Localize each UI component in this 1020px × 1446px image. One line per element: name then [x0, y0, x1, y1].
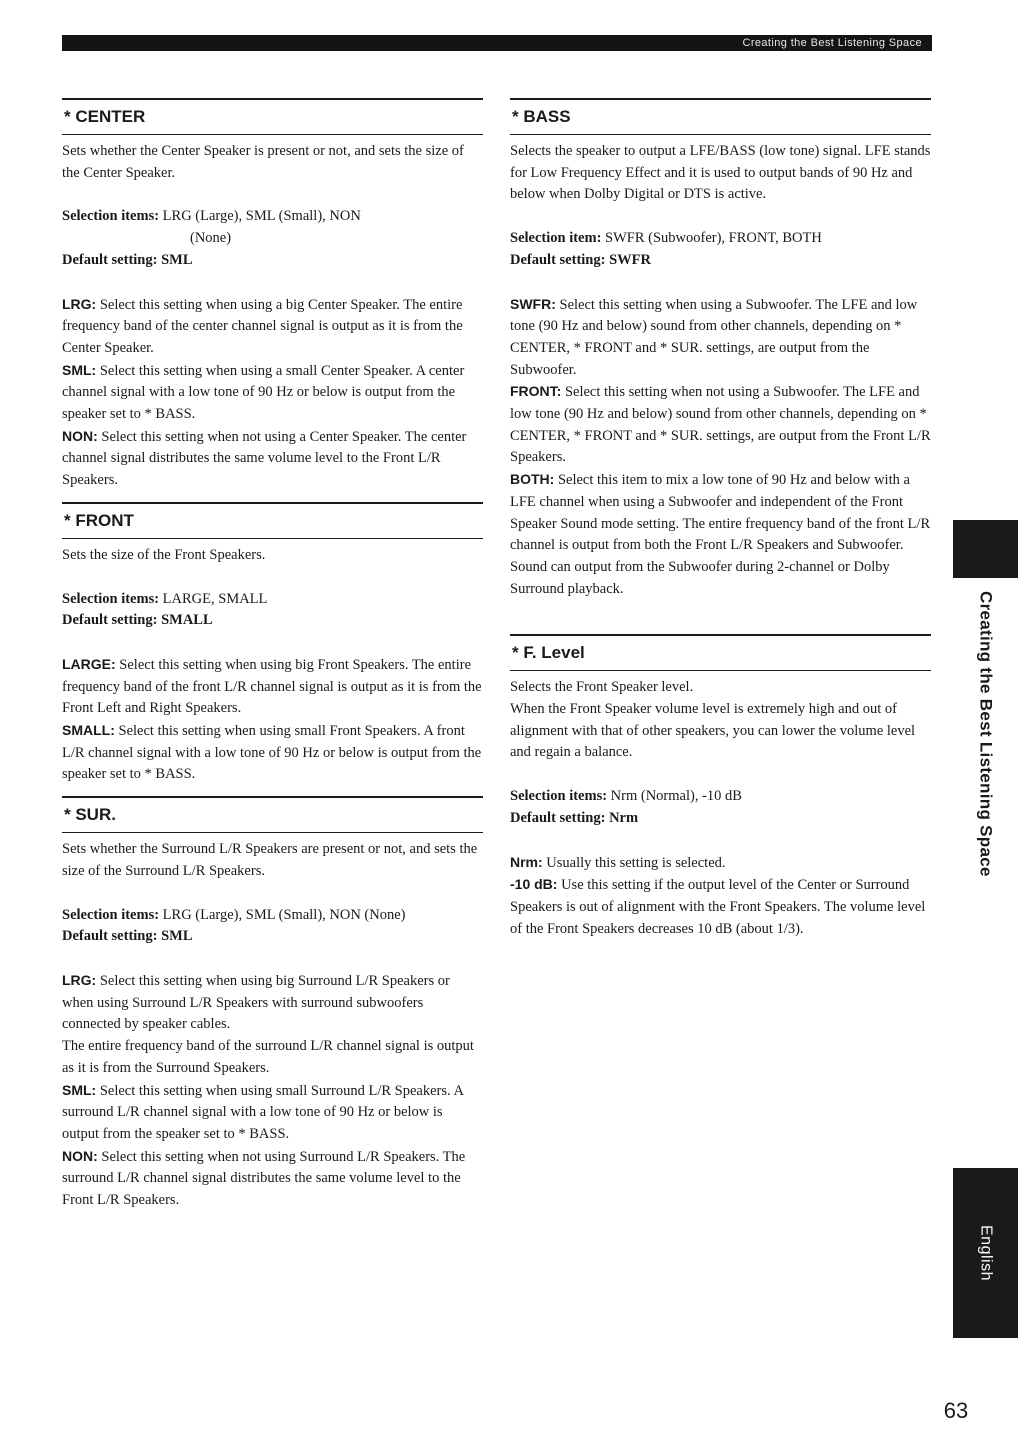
front-default-label: Default setting: [62, 612, 158, 629]
language-side-tab [953, 1168, 1018, 1338]
right-column [510, 98, 931, 940]
sur-sml-desc [62, 1080, 483, 1146]
front-small-desc [62, 720, 483, 786]
bass-default-value: SWFR [609, 251, 651, 268]
center-sml-text: Select this setting when using a small Center Speaker. A center channel signal with a low tone of 90 Hz or below is output from the speaker set to * BASS. [62, 362, 465, 423]
center-lrg-term: LRG: [62, 295, 97, 312]
flevel-section [510, 634, 931, 940]
front-intro: Sets the size of the Front Speakers. [62, 546, 266, 563]
bass-both-term: BOTH: [510, 471, 555, 488]
sur-selection [62, 905, 483, 948]
center-non-desc [62, 426, 483, 492]
running-header-bar [62, 35, 932, 51]
page-number: 63 [943, 1398, 969, 1423]
sur-selection-value: LRG (Large), SML (Small), NON (None) [162, 906, 406, 923]
flevel-default-value: Nrm [609, 809, 639, 826]
flevel-default-label: Default setting: [510, 809, 606, 826]
sur-intro: Sets whether the Surround L/R Speakers are present or not, and sets the size of the Surround L/R Speakers. [62, 841, 478, 879]
front-small-text: Select this setting when using small Front Speakers. A front L/R channel signal with a low tone of 90 Hz or below is output from the speaker set to * BASS. [62, 723, 482, 783]
bass-title: * BASS [510, 100, 931, 135]
flevel-title: * F. Level [510, 636, 931, 671]
sur-non-desc [62, 1146, 483, 1212]
sur-section [62, 796, 483, 1212]
bass-selection-label: Selection item: [510, 230, 602, 247]
front-large-text: Select this setting when using big Front Speakers. The entire frequency band of the front L/R channel signal is output as it is from the Front Left and Right Speakers. [62, 656, 482, 717]
sur-sml-term: SML: [62, 1081, 97, 1098]
left-column [62, 98, 483, 1212]
sur-title: * SUR. [62, 798, 483, 833]
flevel-selection-value: Nrm (Normal), -10 dB [610, 788, 742, 805]
flevel-intro-2: When the Front Speaker volume level is extremely high and out of alignment with that of other speakers, you can lower the volume level and regain a balance. [510, 701, 916, 761]
flevel-intro: Selects the Front Speaker level. [510, 679, 694, 696]
flevel-minus10-desc [510, 874, 931, 940]
bass-swfr-text: Select this setting when using a Subwoofer. The LFE and low tone (90 Hz and below) sound from other channels, depending on * CENTER, * FRONT and * SUR. settings, are output from the Subwoofer. [510, 296, 918, 378]
front-small-term: SMALL: [62, 722, 115, 739]
front-selection [62, 589, 483, 632]
flevel-minus10-text: Use this setting if the output level of the Center or Surround Speakers is out of alignment with the Front Speakers. The volume level of the Front Speakers decreases 10 dB (about 1/3). [510, 877, 926, 937]
bass-both-text: Select this item to mix a low tone of 90 Hz and below with a LFE channel when using a Subwoofer and independent of the Front Speaker Sound mode setting. The entire frequency band of the front L/R channel is output from both the Front L/R Speakers and Subwoofer. Sound can output from the Subwoofer during 2-channel or Dolby Surround playback. [510, 472, 931, 597]
center-non-term: NON: [62, 427, 98, 444]
bass-selection [510, 228, 931, 271]
language-tab-label: English [977, 1225, 995, 1281]
bass-swfr-term: SWFR: [510, 295, 556, 312]
center-lrg-text: Select this setting when using a big Center Speaker. The entire frequency band of the center channel signal is output as it is from the Center Speaker. [62, 296, 463, 356]
center-selection-label: Selection items: [62, 208, 160, 225]
center-selection-value-2: (None) [190, 230, 232, 247]
center-intro: Sets whether the Center Speaker is present or not, and sets the size of the Center Speaker. [62, 143, 464, 181]
section-tab-label: Creating the Best Listening Space [976, 591, 996, 877]
center-selection-value: LRG (Large), SML (Small), NON [162, 208, 361, 225]
flevel-nrm-term: Nrm: [510, 853, 543, 870]
front-title: * FRONT [62, 504, 483, 539]
flevel-selection-label: Selection items: [510, 788, 608, 805]
front-large-desc [62, 654, 483, 720]
bass-front-term: FRONT: [510, 383, 562, 400]
section-tab-block [953, 520, 1018, 578]
front-selection-label: Selection items: [62, 590, 160, 607]
sur-lrg-desc-2: The entire frequency band of the surround L/R channel signal is output as it is from the Surround Speakers. [62, 1038, 474, 1076]
sur-non-text: Select this setting when not using Surround L/R Speakers. The surround L/R channel signal distributes the same volume level to the Front L/R Speakers. [62, 1148, 466, 1209]
center-selection [62, 206, 483, 271]
sur-selection-label: Selection items: [62, 906, 160, 923]
sur-default-label: Default setting: [62, 928, 158, 945]
bass-selection-value: SWFR (Subwoofer), FRONT, BOTH [605, 230, 822, 247]
flevel-minus10-term: -10 dB: [510, 876, 558, 893]
sur-lrg-term: LRG: [62, 971, 97, 988]
bass-front-desc [510, 381, 931, 469]
center-sml-desc [62, 360, 483, 426]
center-default-label: Default setting: [62, 251, 158, 268]
front-section [62, 502, 483, 786]
section-tab-label-wrap [953, 578, 1018, 890]
sur-non-term: NON: [62, 1147, 98, 1164]
flevel-nrm-text: Usually this setting is selected. [546, 854, 726, 871]
center-title: * CENTER [62, 100, 483, 135]
center-sml-term: SML: [62, 361, 97, 378]
sur-lrg-text: Select this setting when using big Surround L/R Speakers or when using Surround L/R Speakers with surround subwoofers connected by speaker cables. [62, 972, 450, 1033]
section-side-tab [953, 520, 1018, 890]
running-header-title: Creating the Best Listening Space [742, 37, 922, 49]
sur-lrg-desc [62, 970, 483, 1036]
bass-default-label: Default setting: [510, 251, 606, 268]
bass-front-text: Select this setting when not using a Subwoofer. The LFE and low tone (90 Hz and below) sound from other channels, depending on * CENTER, * FRONT and * SUR. settings, are output from the Front L/R Speakers. [510, 384, 931, 466]
center-lrg-desc [62, 294, 483, 360]
center-default-value: SML [161, 251, 193, 268]
bass-intro: Selects the speaker to output a LFE/BASS (low tone) signal. LFE stands for Low Frequency Effect and it is used to output bands of 90 Hz and below when Dolby Digital or DTS is active. [510, 143, 931, 203]
bass-both-desc [510, 469, 931, 600]
front-selection-value: LARGE, SMALL [162, 590, 268, 607]
bass-section [510, 98, 931, 600]
flevel-nrm-desc [510, 852, 931, 875]
center-non-text: Select this setting when not using a Center Speaker. The center channel signal distributes the same volume level to the Front L/R Speakers. [62, 428, 467, 489]
sur-sml-text: Select this setting when using small Surround L/R Speakers. A surround L/R channel signal with a low tone of 90 Hz or below is output from the speaker set to * BASS. [62, 1082, 464, 1142]
sur-default-value: SML [161, 928, 193, 945]
bass-swfr-desc [510, 294, 931, 382]
flevel-selection [510, 786, 931, 829]
center-section [62, 98, 483, 492]
front-large-term: LARGE: [62, 655, 116, 672]
front-default-value: SMALL [161, 612, 213, 629]
